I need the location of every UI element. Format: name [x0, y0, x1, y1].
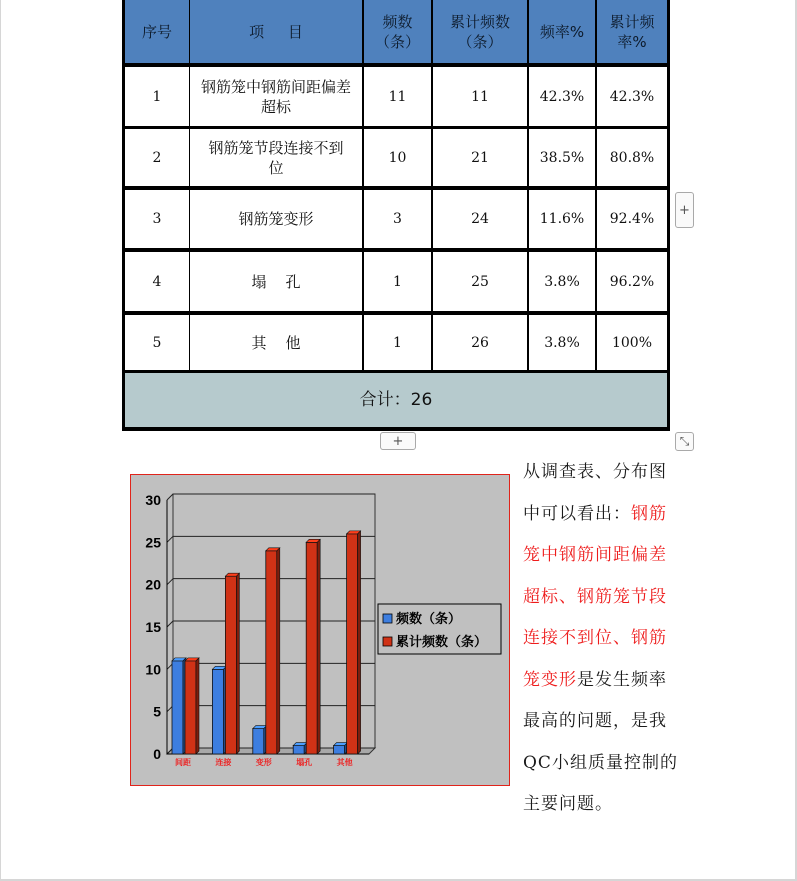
bar-chart[interactable]: [130, 474, 510, 786]
row4-rate: 3.8%: [529, 252, 595, 311]
y-tick-label: 20: [145, 576, 161, 593]
page-border-left: [0, 0, 1, 881]
gridline-depth: [167, 621, 173, 627]
legend-swatch-2: [383, 637, 392, 646]
row2-frequency: 10: [364, 129, 431, 186]
bar-cumulative-4: [306, 542, 317, 754]
insert-column-button[interactable]: +: [675, 192, 694, 228]
bar-frequency-5: [334, 746, 345, 754]
legend-label-2: 累计频数（条）: [396, 635, 488, 650]
header-cumulative-rate: 累计频率%: [597, 0, 667, 63]
row2-item: 钢筋笼节段连接不到位: [190, 129, 362, 186]
legend-label-1: 频数（条）: [396, 612, 462, 627]
row4-index: 4: [125, 252, 189, 311]
row2-rate: 38.5%: [529, 129, 595, 186]
row5-index: 5: [125, 315, 189, 370]
row5-cumulative-rate: 100%: [597, 315, 667, 370]
x-category-label: 塌孔: [296, 758, 313, 767]
gridline-depth: [167, 494, 173, 500]
y-tick-label: 0: [153, 746, 161, 762]
y-tick-label: 30: [145, 492, 161, 508]
table-resize-handle[interactable]: ⤡: [675, 432, 694, 451]
gridline-depth: [167, 579, 173, 585]
bar-frequency-4: [293, 746, 304, 754]
legend-swatch-1: [383, 614, 392, 623]
row1-item: 钢筋笼中钢筋间距偏差超标: [190, 67, 362, 126]
row2-index: 2: [125, 129, 189, 186]
y-tick-label: 10: [145, 661, 161, 678]
bar-cumulative-5: [347, 534, 358, 754]
x-category-label: 连接: [215, 758, 232, 767]
row1-index: 1: [125, 67, 189, 126]
row5-cumulative-frequency: 26: [433, 315, 527, 370]
bar-cumulative-2: [225, 576, 236, 754]
row1-cumulative-rate: 42.3%: [597, 67, 667, 126]
x-category-label: 间距: [175, 758, 191, 767]
row3-cumulative-frequency: 24: [433, 190, 527, 248]
row1-rate: 42.3%: [529, 67, 595, 126]
header-rate: 频率%: [529, 0, 595, 63]
y-tick-label: 5: [153, 703, 161, 720]
header-index: 序号: [125, 0, 189, 63]
row3-index: 3: [125, 190, 189, 248]
chart-canvas: [131, 475, 509, 785]
x-category-label: 变形: [255, 758, 272, 767]
x-category-label: 其他: [336, 758, 353, 767]
bar-frequency-1: [172, 661, 183, 754]
row2-cumulative-rate: 80.8%: [597, 129, 667, 186]
y-tick-label: 25: [145, 534, 161, 551]
row4-cumulative-rate: 96.2%: [597, 252, 667, 311]
total-row: 合计：26: [125, 373, 667, 427]
bar-frequency-3: [253, 729, 264, 754]
row3-frequency: 3: [364, 190, 431, 248]
row3-cumulative-rate: 92.4%: [597, 190, 667, 248]
paragraph-conclusion: 是发生频率最高的问题，是我QC小组质量控制的主要问题。: [523, 669, 678, 814]
bar-cumulative-3: [266, 551, 277, 754]
paragraph-highlight: 钢筋笼中钢筋间距偏差超标、钢筋笼节段连接不到位、钢筋笼变形: [523, 503, 667, 690]
row1-cumulative-frequency: 11: [433, 67, 527, 126]
insert-row-button[interactable]: +: [380, 432, 416, 450]
header-cumulative-frequency: 累计频数（条）: [433, 0, 527, 63]
header-frequency: 频数（条）: [364, 0, 431, 63]
row5-rate: 3.8%: [529, 315, 595, 370]
paragraph-intro: 从调查表、分布图中可以看出：: [523, 462, 667, 524]
bar-side-3: [277, 548, 280, 754]
row2-cumulative-frequency: 21: [433, 129, 527, 186]
statistics-table[interactable]: [122, 0, 670, 431]
row5-item: 其 他: [190, 315, 362, 370]
row1-frequency: 11: [364, 67, 431, 126]
gridline-depth: [167, 536, 173, 542]
bar-side-5: [358, 531, 361, 754]
row4-cumulative-frequency: 25: [433, 252, 527, 311]
header-item: 项 目: [190, 0, 362, 63]
row4-frequency: 1: [364, 252, 431, 311]
row3-item: 钢筋笼变形: [190, 190, 362, 248]
bar-side-4: [317, 539, 320, 754]
row4-item: 塌 孔: [190, 252, 362, 311]
bar-frequency-2: [212, 669, 223, 754]
bar-side-2: [236, 573, 239, 754]
bar-cumulative-1: [185, 661, 196, 754]
bar-side-1: [196, 658, 199, 754]
row3-rate: 11.6%: [529, 190, 595, 248]
y-tick-label: 15: [145, 619, 161, 635]
analysis-paragraph: [523, 452, 683, 826]
row5-frequency: 1: [364, 315, 431, 370]
